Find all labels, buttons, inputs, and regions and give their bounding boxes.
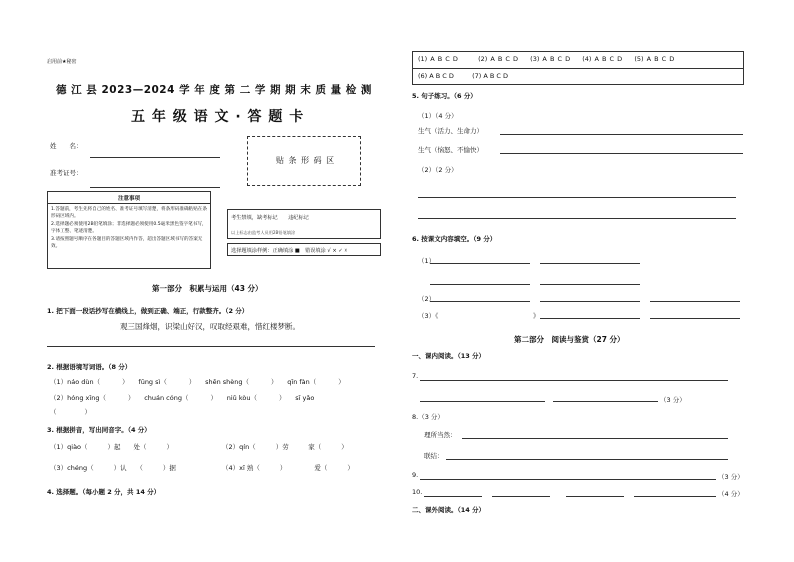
q3-row2-right: （4）xī 熟（ ） 爱（ ） [222,464,354,472]
part1-title: 第一部分 积累与运用（43 分） [152,284,263,293]
notice-title: 注意事项 [118,196,141,202]
q10-label: 10. [412,488,423,496]
mark-box [227,209,381,239]
q6-p1: （1） [418,257,436,265]
q3-row1-left: （1）qiào（ ）起 处（ ） [50,443,174,451]
q8-b: 联结： [424,452,444,460]
q6-line[interactable] [650,318,740,319]
mark-note: 以上标志由监考人员用2B铅笔填涂 [231,230,296,235]
q5-title: 5. 句子练习。（6 分） [412,92,477,100]
ticket-label: 准考证号： [50,169,83,177]
fill-example: 选择题填涂样例：正确填涂 ■ 错误填涂 √ × ✓ ☓ [231,247,348,254]
choice-grid [412,51,744,85]
choice-item[interactable]: (2) A B C D [478,55,518,63]
q10-line[interactable] [566,496,624,497]
q6-title: 6. 按课文内容填空。（9 分） [412,235,497,243]
q3-row1-right: （2）qín（ ）劳 家（ ） [222,443,348,451]
notice-box [47,191,211,269]
q10-line[interactable] [634,496,716,497]
choice-item[interactable]: (1) A B C D [418,55,458,63]
q2-row3: （ ） [50,408,91,416]
q8-line[interactable] [446,459,728,460]
q3-row2-left: （3）chéng（ ）认 （ ）据 [50,464,176,472]
q1-title: 1. 把下面一段话抄写在横线上，做到正确、端正，行款整齐。（2 分） [47,307,249,315]
choice-item[interactable]: (6) A B C D [418,72,454,80]
q8-a: 理所当然： [424,431,457,439]
exam-title: 德 江 县 2023—2024 学 年 度 第 二 学 期 期 末 质 量 检 测 [56,84,372,96]
notice-items [51,207,207,251]
notice-item: 1.答题前，考生先将自己的姓名、准考证号填写清楚，将条形码准确粘贴在条形码区域内。 [51,207,207,219]
absent-mark-label: 考生禁填，缺考标记 违纪标记 [231,215,309,221]
choice-item[interactable]: (7) A B C D [472,72,508,80]
q6-line[interactable] [650,301,740,302]
q8-label: 8.（3 分） [412,413,444,421]
choice-row-1 [418,55,674,63]
choice-item[interactable]: (4) A B C D [582,55,623,63]
q5-line-3[interactable] [418,197,736,198]
barcode-area [247,136,361,186]
q7-label: 7. [412,372,419,380]
s2-title: 二、课外阅读。（14 分） [412,506,486,514]
q2-title: 2. 根据语境写词语。（8 分） [47,363,132,371]
notice-item: 2.选择题必须使用2B铅笔填涂；非选择题必须使用0.5毫米黑色签字笔书写，字体工整、笔迹清楚。 [51,222,207,234]
q5-life1: 生气（活力、生命力） [418,127,483,135]
q5-life2: 生气（恼怒、不愉快） [418,146,483,154]
q1-answer-line[interactable] [47,346,375,347]
q6-line[interactable] [430,284,530,285]
fill-example-box [227,243,381,256]
q1-passage: 观三国烽烟，识梁山好汉，叹取经艰难，惜红楼梦断。 [120,322,300,331]
q5-line-1[interactable] [500,134,743,135]
q6-line[interactable] [540,284,640,285]
q7-line[interactable] [553,401,658,402]
q10-line[interactable] [492,496,550,497]
ticket-field[interactable] [90,187,220,188]
barcode-label: 贴 条 形 码 区 [276,156,336,165]
q5-sub1: （1）（4 分） [418,112,458,120]
q5-line-2[interactable] [500,153,743,154]
q8-line[interactable] [462,438,728,439]
q9-line[interactable] [420,479,716,480]
q7-score: （3 分） [660,396,686,404]
q2-row1: （1）náo dùn（ ） fūng sì（ ） shēn shèng（ ） qīn fàn（ ） [50,378,345,386]
q7-line[interactable] [420,401,545,402]
part2-title: 第二部分 阅读与鉴赏（27 分） [514,335,625,344]
name-field[interactable] [90,157,220,158]
q3-title: 3. 根据拼音，写出同音字。（4 分） [47,426,151,434]
q6-p3-end: 》 [533,312,540,320]
q6-line[interactable] [540,318,640,319]
q4-title: 4. 选择题。（每小题 2 分，共 14 分） [47,488,161,496]
q6-line[interactable] [430,263,530,264]
confidential-mark: 启用前★秘密 [47,59,77,65]
choice-item[interactable]: (5) A B C D [634,55,675,63]
s1-title: 一、课内阅读。（13 分） [412,352,486,360]
q6-line[interactable] [430,301,530,302]
name-label: 姓 名： [50,142,83,150]
q10-line[interactable] [424,496,482,497]
q6-line[interactable] [540,301,640,302]
q10-score: （4 分） [718,490,744,498]
q9-score: （3 分） [718,473,744,481]
card-title: 五 年 级 语 文 · 答 题 卡 [131,109,305,125]
q5-line-4[interactable] [418,218,736,219]
q5-sub2: （2）（2 分） [418,166,458,174]
notice-item: 3.请按照题号顺序在各题目的答题区域内作答，超出答题区域书写的答案无效。 [51,237,203,249]
q7-line[interactable] [420,380,728,381]
choice-row-2 [418,72,508,80]
q6-p2: （2） [418,295,436,303]
q6-line[interactable] [540,263,640,264]
q6-p3: （3）《 [418,312,439,320]
choice-item[interactable]: (3) A B C D [530,55,571,63]
q9-label: 9. [412,471,419,479]
q2-row2: （2）hóng xīng（ ） chuán cóng（ ） niǔ kòu（ ） sī yǎo [50,394,315,402]
